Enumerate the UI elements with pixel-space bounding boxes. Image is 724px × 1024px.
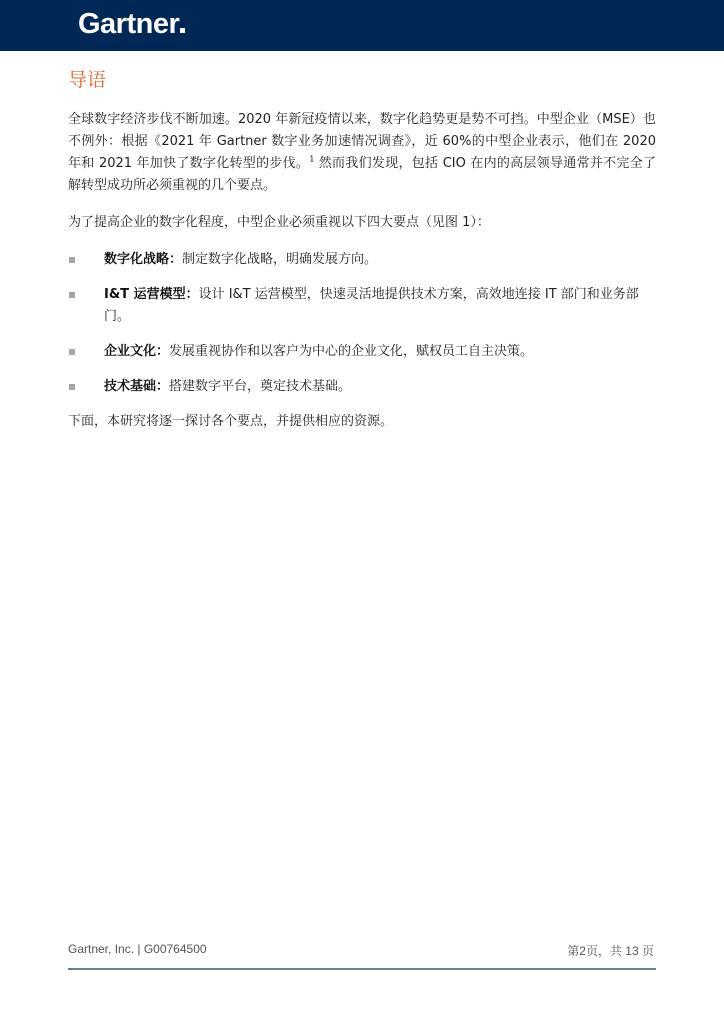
bullet-term: I&T 运营模型： (104, 287, 199, 302)
bullet-text: 设计 I&T 运营模型，快速灵活地提供技术方案，高效地连接 IT 部门和业务部门。 (104, 287, 639, 324)
square-bullet-icon (69, 292, 75, 298)
bullet-text: 制定数字化战略，明确发展方向。 (182, 252, 378, 267)
list-item-technology-foundation (68, 376, 656, 398)
main-content (68, 66, 656, 448)
footer-company-doc-id: Gartner, Inc. | G00764500 (68, 942, 207, 956)
footer-page-number: 第2页，共 13 页 (567, 944, 654, 958)
square-bullet-icon (69, 349, 75, 355)
header-bar (0, 0, 724, 51)
key-points-intro: 为了提高企业的数字化程度，中型企业必须重视以下四大要点（见图 1）： (68, 215, 490, 230)
footer-divider (68, 968, 656, 970)
list-item-operating-model (68, 284, 656, 328)
bullet-text: 搭建数字平台，奠定技术基础。 (169, 379, 352, 394)
intro-paragraph-tail: 然而我们发现，包括 CIO 在内的高层领导通常并不完全了解转型成功所必须重视的几个要点。 (68, 156, 656, 193)
logo-dot-icon (180, 28, 185, 33)
bullet-term: 企业文化： (104, 344, 170, 359)
section-title: 导语 (68, 69, 107, 91)
square-bullet-icon (69, 384, 75, 390)
list-item-culture (68, 341, 656, 363)
closing-paragraph: 下面，本研究将逐一探讨各个要点，并提供相应的资源。 (68, 414, 394, 429)
list-item-digital-strategy (68, 249, 656, 271)
square-bullet-icon (69, 257, 75, 263)
logo-text: Gartner (78, 8, 180, 40)
intro-paragraph (68, 109, 656, 197)
intro-paragraph-main: 全球数字经济步伐不断加速。2020 年新冠疫情以来，数字化趋势更是势不可挡。中型企业（MSE）也不例外：根据《2021 年 Gartner 数字业务加速情况调查》，近 60%的中型企业表示，他们在 2020 年和 2021 年加快了数字化转型的步伐。 (68, 112, 656, 171)
footnote-marker[interactable]: 1 (309, 154, 315, 164)
bullet-term: 数字化战略： (104, 252, 183, 267)
gartner-logo (78, 4, 185, 44)
bullet-text: 发展重视协作和以客户为中心的企业文化，赋权员工自主决策。 (169, 344, 534, 359)
key-points-list (68, 249, 656, 398)
bullet-term: 技术基础： (104, 379, 170, 394)
